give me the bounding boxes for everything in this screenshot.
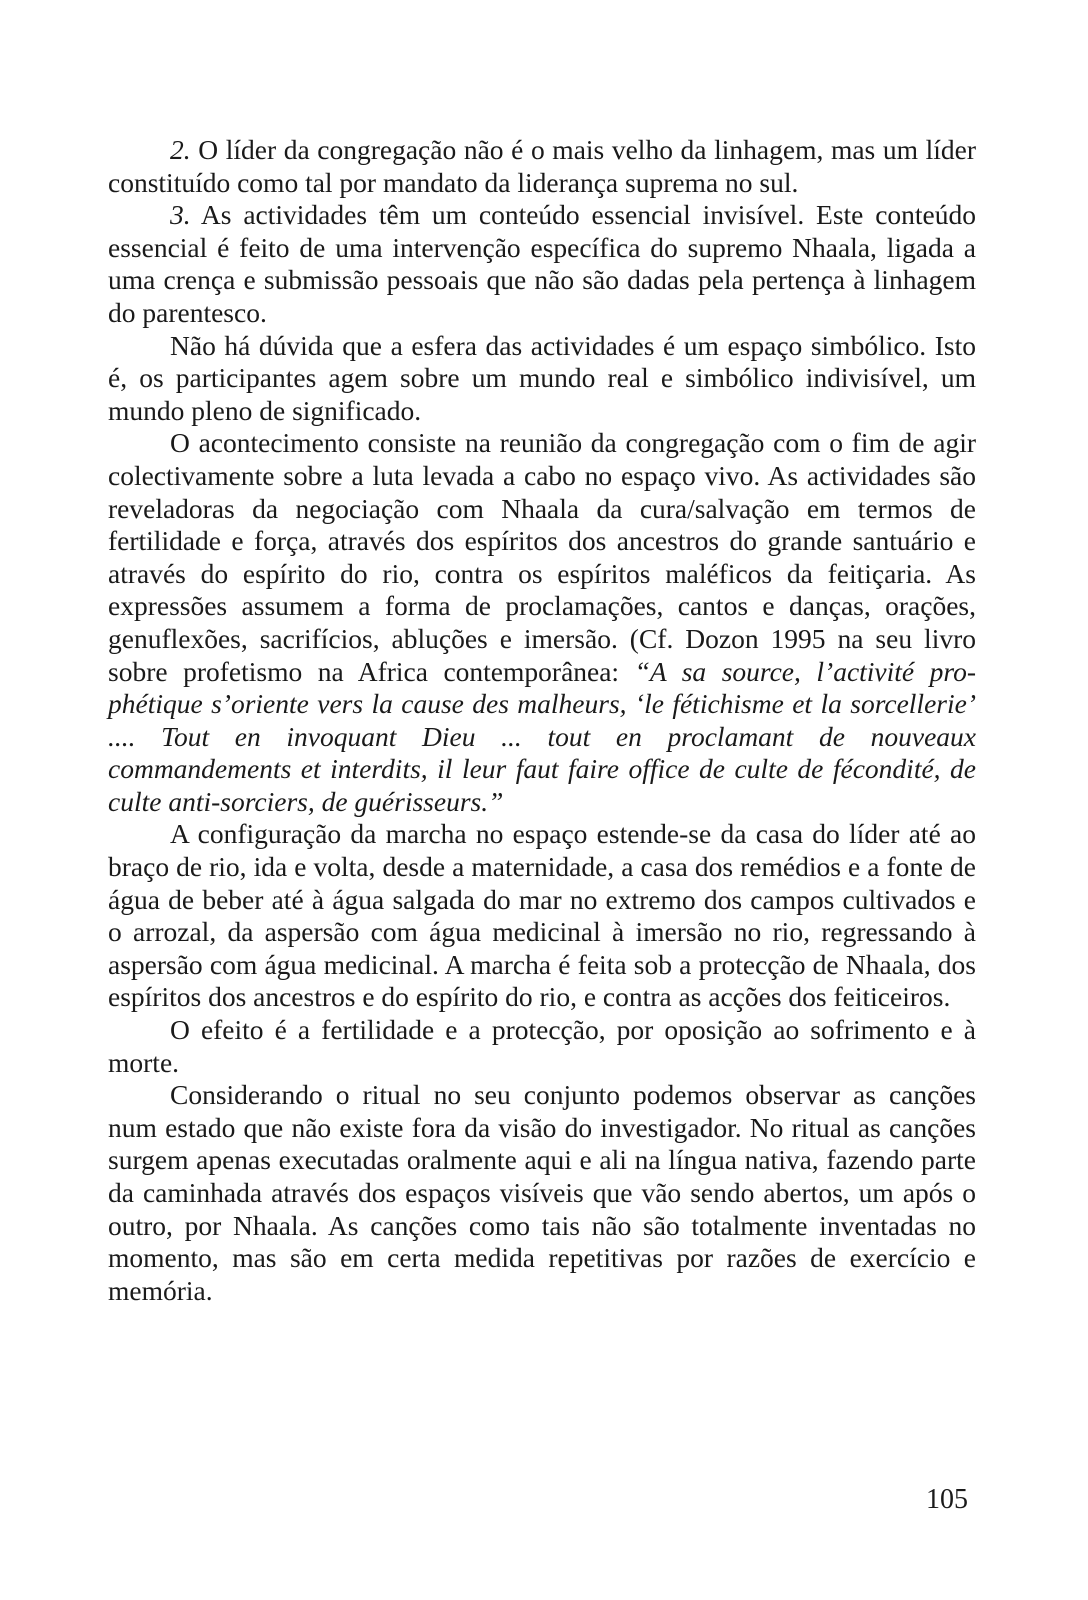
paragraph-point-3	[108, 199, 976, 329]
paragraph-text: O acontecimento consiste na reunião da congregação com o fim de agir colectivamente sobre a luta levada a cabo no espaço vivo. As actividades são reveladoras da negociação com Nhaala da cura/salvação em termos de fertilidade e força, através dos espíritos dos ancestros do grande santuário e através do espírito do rio, contra os espíritos maléficos da feitiçaria. As expressões assumem a forma de proclamações, cantos e danças, orações, genuflexões, sacrifícios, abluções e imersão. (Cf. Dozon 1995 na seu livro sobre profetismo na Africa contemporânea:	[108, 427, 976, 687]
paragraph-songs: Considerando o ritual no seu conjunto podemos observar as canções num estado que não existe fora da visão do investigador. No ritual as canções surgem apenas executadas oralmente aqui e ali na língua nativa, fazendo parte da caminhada através dos espaços visíveis que vão sendo abertos, um após o outro, por Nhaala. As canções como tais não são totalmente inventadas no momento, mas são em certa medida repetitivas por razões de exercício e memória.	[108, 1079, 976, 1306]
paragraph-effect: O efeito é a fertilidade e a protecção, por oposição ao sofrimento e à morte.	[108, 1014, 976, 1078]
paragraph-text: As actividades têm um conteúdo essencial invisível. Este conteúdo essencial é feito de uma intervenção específica do supremo Nhaala, ligada a uma crença e submissão pessoais que não são dadas pela pertença à linhagem do parentesco.	[108, 199, 976, 328]
list-number: 3.	[170, 199, 191, 231]
paragraph-point-2	[108, 134, 976, 199]
paragraph-symbolic-space: Não há dúvida que a esfera das actividades é um espaço simbólico. Isto é, os participantes agem sobre um mundo real e simbólico indivisível, um mundo pleno de significado.	[108, 329, 976, 426]
french-quote: “A sa source, l’activité prophétique s’oriente vers la cause des malheurs, ‘le fétichisme et la sorcellerie’ .... Tout en invoquant Dieu ... tout en proclamant de nouveaux commandements et interdits, il leur faut faire office de culte de fécondité, de culte anti-sorciers, de guérisseurs.”	[108, 655, 976, 817]
page-body	[108, 134, 976, 1307]
paragraph-event	[108, 427, 976, 818]
list-number: 2.	[170, 134, 191, 165]
page-number: 105	[926, 1484, 968, 1515]
paragraph-text: O líder da congregação não é o mais velho da linhagem, mas um líder constituído como tal por mandato da liderança suprema no sul.	[108, 134, 976, 198]
paragraph-march-configuration: A configuração da marcha no espaço estende-se da casa do líder até ao braço de rio, ida e volta, desde a maternidade, a casa dos remédios e a fonte de água de beber até à água salgada do mar no extremo dos campos cultivados e o arrozal, da aspersão com água medicinal à imersão no rio, regressando à aspersão com água medicinal. A marcha é feita sob a protecção de Nhaala, dos espíritos dos ancestros e do espírito do rio, e contra as acções dos feiticeiros.	[108, 818, 976, 1013]
